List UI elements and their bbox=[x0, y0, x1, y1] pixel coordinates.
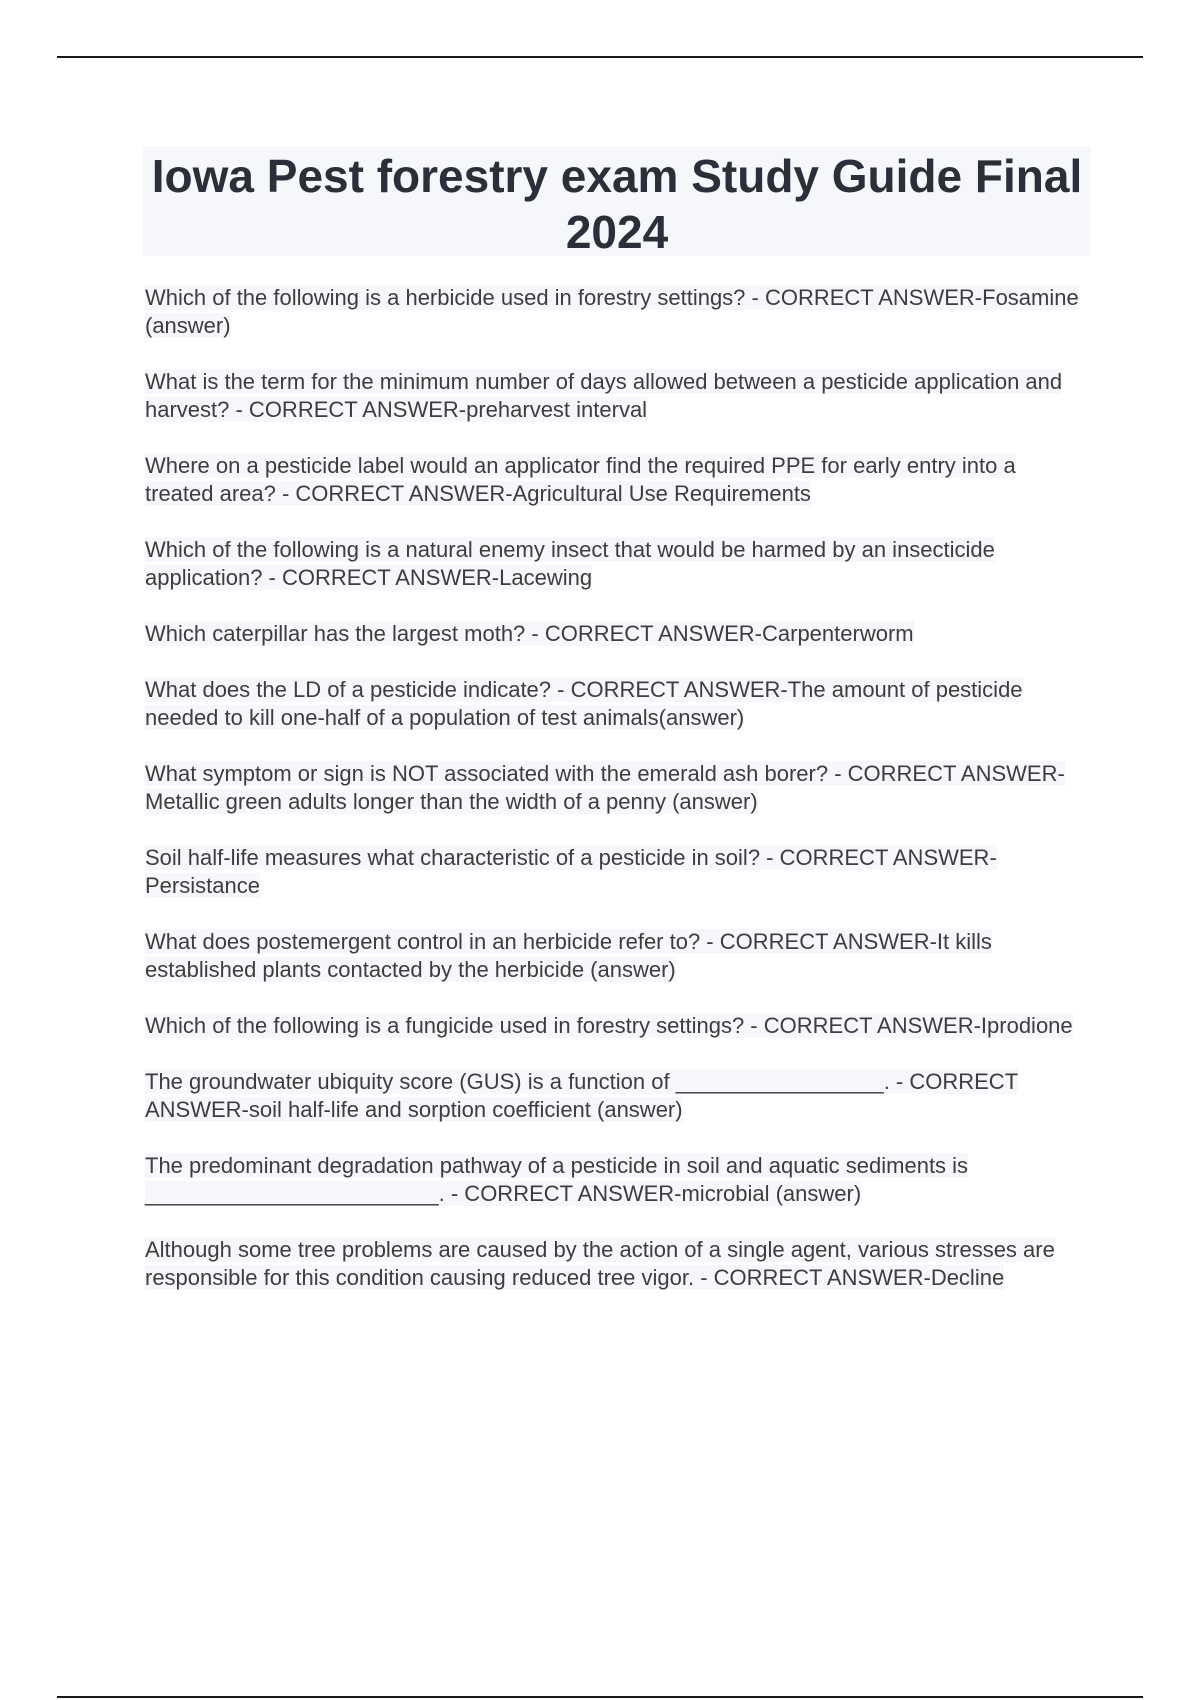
question-answer-text: What does postemergent control in an herbicide refer to? - CORRECT ANSWER-It kills established plants contacted by the herbicide (answer) bbox=[145, 929, 992, 982]
question-answer-text: The predominant degradation pathway of a pesticide in soil and aquatic sediments is ________________________. - CORRECT ANSWER-microbial (answer) bbox=[145, 1153, 969, 1206]
question-answer-text: Which of the following is a natural enemy insect that would be harmed by an insecticide application? - CORRECT ANSWER-Lacewing bbox=[145, 537, 995, 590]
question-answer-text: Although some tree problems are caused by the action of a single agent, various stresses are responsible for this condition causing reduced tree vigor. - CORRECT ANSWER-Decline bbox=[145, 1237, 1055, 1290]
list-item bbox=[145, 284, 1090, 340]
question-answer-text: Which caterpillar has the largest moth? - CORRECT ANSWER-Carpenterworm bbox=[145, 621, 914, 646]
question-answer-text: What is the term for the minimum number of days allowed between a pesticide application and harvest? - CORRECT ANSWER-preharvest interval bbox=[145, 369, 1063, 422]
list-item bbox=[145, 844, 1090, 900]
list-item bbox=[145, 368, 1090, 424]
question-answer-text: What does the LD of a pesticide indicate? - CORRECT ANSWER-The amount of pesticide needed to kill one-half of a population of test animals(answer) bbox=[145, 677, 1023, 730]
question-answer-text: Which of the following is a herbicide used in forestry settings? - CORRECT ANSWER-Fosamine (answer) bbox=[145, 285, 1079, 338]
list-item bbox=[145, 1152, 1090, 1208]
footer-divider bbox=[57, 1696, 1143, 1698]
question-answer-text: Which of the following is a fungicide used in forestry settings? - CORRECT ANSWER-Iprodione bbox=[145, 1013, 1073, 1038]
list-item bbox=[145, 1068, 1090, 1124]
list-item bbox=[145, 760, 1090, 816]
list-item bbox=[145, 1236, 1090, 1292]
question-answer-text: Where on a pesticide label would an applicator find the required PPE for early entry into a treated area? - CORRECT ANSWER-Agricultural Use Requirements bbox=[145, 453, 1016, 506]
question-answer-text: The groundwater ubiquity score (GUS) is a function of _________________. - CORRECT ANSWER-soil half-life and sorption coefficient (answer) bbox=[145, 1069, 1019, 1122]
list-item bbox=[145, 1012, 1090, 1040]
list-item bbox=[145, 452, 1090, 508]
page-title: Iowa Pest forestry exam Study Guide Final 2024 bbox=[151, 150, 1083, 258]
question-answer-text: Soil half-life measures what characteristic of a pesticide in soil? - CORRECT ANSWER-Persistance bbox=[145, 845, 997, 898]
list-item bbox=[145, 928, 1090, 984]
list-item bbox=[145, 536, 1090, 592]
question-answer-text: What symptom or sign is NOT associated with the emerald ash borer? - CORRECT ANSWER-Metallic green adults longer than the width of a penny (answer) bbox=[145, 761, 1065, 814]
title-banner bbox=[143, 146, 1091, 256]
question-list bbox=[145, 284, 1090, 1320]
list-item bbox=[145, 676, 1090, 732]
header-divider bbox=[57, 56, 1143, 58]
list-item bbox=[145, 620, 1090, 648]
